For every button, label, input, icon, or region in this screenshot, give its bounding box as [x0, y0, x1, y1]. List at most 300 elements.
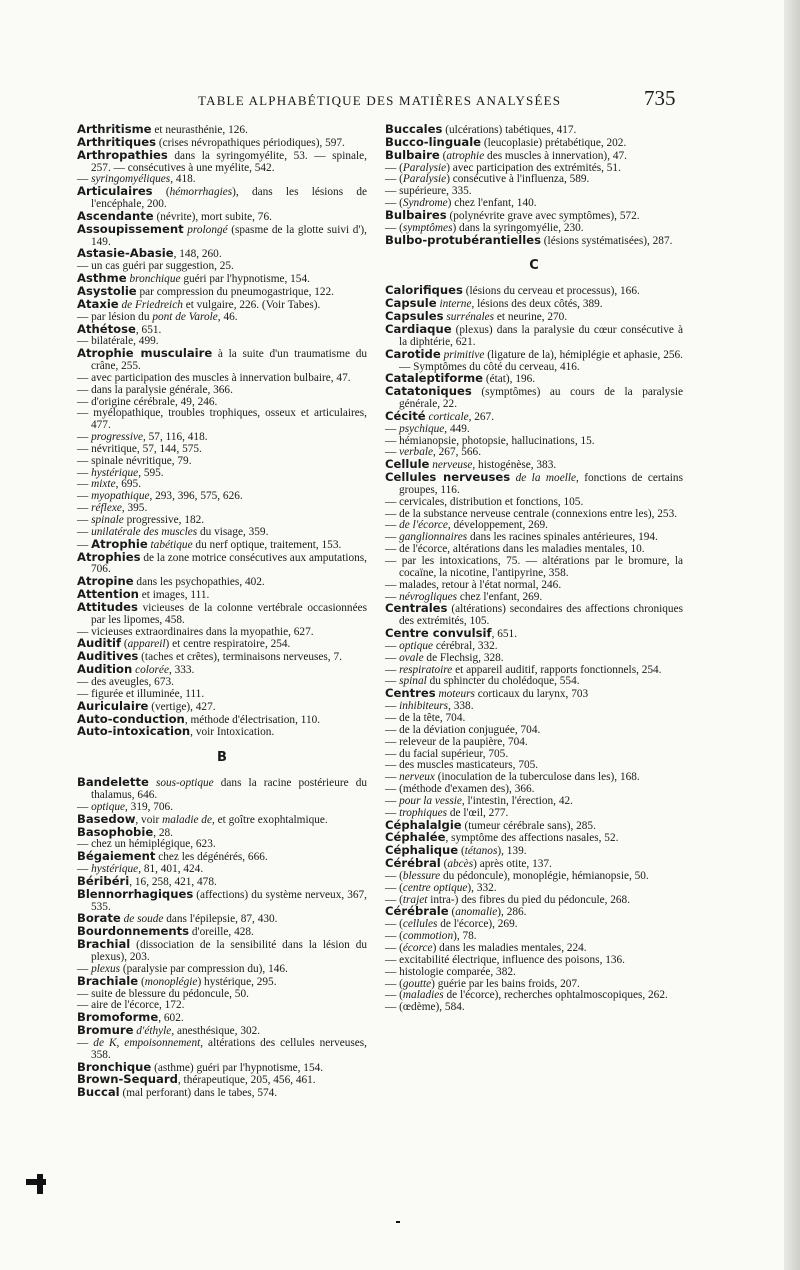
entry-text: —: [77, 514, 92, 526]
section-letter: C: [529, 258, 539, 274]
entry-text: , 267, 566.: [433, 446, 482, 459]
index-headword: Cardiaque: [385, 321, 452, 336]
entry-text: (: [440, 858, 448, 871]
entry-italic: blessure: [402, 869, 441, 882]
entry-text: — chez un hémiplégique, 623.: [77, 838, 216, 851]
entry-text: , 46.: [217, 310, 238, 323]
index-headword: Cellules nerveuses: [385, 470, 511, 485]
index-headword: Audition: [77, 662, 133, 677]
entry-italic: moteurs: [438, 688, 475, 701]
index-headword: Buccales: [385, 122, 443, 136]
index-headword: Atrophie: [91, 536, 148, 551]
entry-text: —: [385, 771, 400, 784]
entry-text: de Flechsig, 328.: [423, 651, 504, 664]
entry-text: , 338.: [448, 700, 474, 713]
entry-text: , 651.: [135, 323, 162, 336]
entry-text: — de l'écorce, altérations dans les maladies mentales, 10.: [385, 543, 645, 556]
entry-italic: primitive: [443, 348, 485, 361]
entry-italic: myopathique: [91, 490, 150, 503]
entry-italic: interne: [439, 298, 472, 311]
index-entry: [77, 549, 367, 577]
index-entry: [77, 886, 367, 914]
index-headword: Bourdonnements: [77, 924, 190, 939]
entry-text: , 81, 401, 424.: [138, 863, 204, 876]
entry-text: ) hystérique, 295.: [197, 975, 277, 988]
entry-text: —: [385, 639, 400, 652]
index-entry: [77, 348, 367, 373]
entry-text: , et goître exophtalmique.: [211, 813, 328, 826]
entry-italic: maladies: [402, 989, 444, 1002]
page-header: [0, 86, 800, 110]
index-entry: [385, 603, 683, 628]
index-headword: Centres: [385, 686, 436, 701]
index-column-right: [385, 124, 683, 1014]
entry-italic: ganglionnaires: [399, 531, 468, 544]
entry-text: , 319, 706.: [125, 800, 174, 813]
entry-italic: atrophie: [446, 149, 485, 162]
entry-italic: anomalie: [455, 906, 498, 919]
entry-text: et neurasthénie, 126.: [151, 124, 248, 136]
entry-text: (ligature de la), hémiplégie et aphasie, 256. — Symptômes du côté du cerveau, 416.: [399, 348, 684, 373]
index-entry: [385, 321, 683, 349]
entry-italic: hystérique: [91, 863, 139, 876]
index-entry: [385, 447, 683, 459]
entry-text: —: [385, 675, 400, 688]
entry-text: — (méthode d'examen des), 366.: [385, 783, 535, 796]
entry-text: — hémianopsie, photopsie, hallucinations, 15.: [385, 434, 595, 447]
entry-text: ), 332.: [467, 881, 497, 894]
entry-italic: hystérique: [91, 466, 139, 479]
entry-text: —: [77, 173, 92, 186]
entry-text: (symptômes) au cours de la paralysie générale, 22.: [399, 386, 683, 411]
entry-text: , développement, 269.: [447, 519, 548, 532]
entry-italic: de l'écorce: [399, 519, 448, 532]
index-headword: Cécité: [385, 408, 426, 423]
index-entry: [385, 232, 683, 248]
index-headword: Atrophie musculaire: [77, 346, 213, 361]
entry-text: (: [458, 845, 465, 858]
entry-text: (crises névropathiques périodiques), 597.: [156, 136, 345, 149]
entry-text: —: [385, 700, 400, 713]
index-headword: Bandelette: [77, 775, 149, 790]
entry-italic: optique: [91, 800, 126, 813]
entry-text: guéri par l'hypnotisme, 154.: [180, 273, 310, 286]
entry-text: — malades, retour à l'état normal, 246.: [385, 578, 562, 591]
entry-text: de l'écorce), recherches ophtalmoscopiques, 262.: [443, 989, 668, 1002]
index-headword: Auto-conduction: [77, 711, 185, 726]
entry-text: (: [121, 638, 128, 651]
entry-text: , 595.: [138, 466, 164, 479]
index-entry: [385, 346, 684, 374]
entry-text: , 267.: [468, 410, 495, 423]
index-headword: Borate: [77, 911, 121, 926]
entry-italic: spinale: [91, 514, 124, 526]
entry-italic: nerveux: [399, 771, 435, 784]
entry-text: (lésions du cerveau et processus), 166.: [462, 285, 640, 298]
entry-text: — (: [385, 893, 403, 906]
index-entry: [77, 1038, 367, 1062]
entry-text: —: [77, 538, 92, 551]
index-entry: [77, 939, 367, 964]
index-headword: Centre convulsif: [385, 626, 492, 641]
entry-text: — de la tête, 704.: [385, 711, 466, 724]
index-headword: Buccal: [77, 1085, 120, 1100]
index-headword: Articulaires: [77, 184, 153, 199]
entry-text: (plexus) dans la paralysie du cœur consécutive à la diphtérie, 621.: [399, 323, 683, 348]
entry-text: ) consécutive à l'influenza, 589.: [446, 173, 590, 186]
entry-text: (paralysie par compression du), 146.: [120, 962, 288, 975]
index-headword: Bucco-linguale: [385, 134, 482, 149]
entry-text: — (: [385, 942, 403, 954]
entry-text: — un cas guéri par suggestion, 25.: [77, 260, 234, 273]
ink-blot: [26, 1179, 46, 1185]
index-headword: Bégaiement: [77, 849, 156, 864]
entry-text: — (: [385, 930, 403, 943]
index-headword: Atrophies: [77, 549, 141, 564]
entry-text: — excitabilité électrique, influence des poisons, 136.: [385, 953, 625, 966]
entry-text: , 695.: [115, 478, 142, 491]
entry-text: progressive, 182.: [123, 514, 205, 526]
ink-speck: [396, 1221, 400, 1223]
entry-italic: surrénales: [446, 311, 495, 324]
index-headword: Astasie-Abasie: [77, 246, 174, 261]
index-entry: [77, 726, 367, 739]
entry-text: (taches et crêtes), terminaisons nerveuses, 7.: [138, 651, 342, 664]
entry-text: cérébral, 332.: [433, 639, 498, 652]
entry-text: — (: [385, 869, 403, 882]
entry-text: , altérations des cellules nerveuses, 358.: [91, 1036, 368, 1061]
entry-italic: appareil: [127, 638, 166, 651]
entry-text: — vicieuses extraordinaires dans la myopathie, 627.: [77, 625, 314, 638]
index-headword: Céphalée: [385, 830, 446, 845]
entry-text: intra-) des fibres du pied du pédoncule, 268.: [427, 893, 631, 906]
entry-text: par compression du pneumogastrique, 122.: [136, 285, 334, 298]
entry-text: (: [152, 186, 170, 199]
index-headword: Capsules: [385, 309, 444, 324]
entry-text: , thérapeutique, 205, 456, 461.: [177, 1074, 316, 1087]
index-headword: Céphalique: [385, 843, 459, 858]
entry-text: , 418.: [170, 173, 196, 186]
entry-text: — bilatérale, 499.: [77, 335, 159, 348]
entry-text: — cervicales, distribution et fonctions, 105.: [385, 495, 584, 508]
entry-text: de l'œil, 277.: [447, 806, 509, 819]
entry-text: (spasme de la glotte suivi d'), 149.: [91, 223, 367, 248]
entry-text: , 333.: [168, 664, 195, 677]
index-headword: Cataleptiforme: [385, 371, 484, 386]
entry-italic: tétanos: [464, 845, 498, 858]
entry-italic: de K, empoisonnement: [93, 1036, 201, 1049]
entry-italic: trajet: [402, 893, 428, 906]
index-entry: [77, 147, 367, 175]
entry-italic: goutte: [402, 977, 432, 990]
entry-text: , 293, 396, 575, 626.: [149, 490, 243, 503]
running-title: TABLE ALPHABÉTIQUE DES MATIÈRES ANALYSÉES: [198, 93, 562, 108]
index-entry: [77, 777, 367, 802]
entry-text: — de la substance nerveuse centrale (connexions entre les), 253.: [385, 507, 678, 520]
entry-italic: maladie de: [162, 813, 212, 826]
entry-italic: commotion: [402, 930, 454, 943]
entry-italic: abcès: [447, 858, 474, 871]
entry-italic: monoplégie: [144, 975, 198, 988]
index-entry: [77, 186, 367, 211]
entry-text: (vertige), 427.: [148, 700, 216, 713]
entry-italic: verbale: [399, 446, 433, 459]
entry-italic: réflexe: [91, 502, 122, 515]
entry-text: à la suite d'un traumatisme du crâne, 255.: [91, 348, 367, 373]
entry-text: ), 78.: [453, 930, 477, 943]
entry-text: , histogénèse, 383.: [472, 459, 557, 472]
entry-italic: Paralysie: [402, 173, 447, 186]
index-headword: Cérébral: [385, 856, 441, 871]
index-headword: Brachial: [77, 937, 131, 952]
entry-text: , 57, 116, 418.: [143, 431, 208, 444]
entry-italic: psychique: [399, 422, 445, 435]
entry-text: chez l'enfant, 269.: [457, 590, 543, 603]
index-headword: Carotide: [385, 346, 441, 361]
index-headword: Blennorrhagiques: [77, 886, 194, 901]
entry-text: , fonctions de certains groupes, 116.: [399, 472, 683, 496]
entry-text: dans les racines spinales antérieures, 194.: [467, 531, 658, 544]
page-number: 735: [644, 86, 676, 110]
entry-text: — spinale névritique, 79.: [77, 454, 192, 467]
index-headword: Béribéri: [77, 873, 130, 888]
entry-italic: de soude: [123, 913, 164, 926]
entry-italic: centre optique: [402, 881, 468, 894]
ink-blot: [37, 1174, 43, 1194]
entry-italic: symptômes: [402, 221, 453, 234]
entry-italic: cellules: [402, 918, 438, 931]
entry-text: du visage, 359.: [197, 525, 269, 538]
entry-text: (état), 196.: [483, 373, 536, 386]
entry-text: (névrite), mort subite, 76.: [153, 210, 272, 223]
entry-text: (leucoplasie) prétabétique, 202.: [481, 136, 627, 149]
index-headword: Catatoniques: [385, 384, 472, 399]
index-headword: Cérébrale: [385, 904, 449, 919]
entry-text: — par lésion du: [77, 310, 153, 323]
entry-text: dans la racine postérieure du thalamus, 646.: [91, 777, 367, 802]
entry-italic: prolongé: [187, 223, 228, 236]
entry-text: , symptôme des affections nasales, 52.: [445, 832, 619, 845]
entry-text: dans l'épilepsie, 87, 430.: [163, 913, 278, 926]
entry-text: — (: [385, 918, 403, 931]
index-entry: [77, 283, 367, 299]
entry-text: et neurine, 270.: [494, 311, 568, 324]
entry-text: —: [77, 431, 92, 444]
entry-text: — névritique, 57, 144, 575.: [77, 442, 202, 455]
index-headword: Athétose: [77, 321, 136, 336]
entry-italic: névrogliques: [399, 590, 458, 603]
entry-text: — (: [385, 197, 403, 210]
page-edge-shadow: [784, 0, 800, 1270]
entry-italic: pont de Varole: [152, 310, 218, 323]
entry-text: — (: [385, 881, 403, 894]
index-headword: Capsule: [385, 296, 437, 311]
entry-text: ) dans la syringomyélie, 230.: [452, 221, 584, 234]
entry-text: —: [77, 502, 92, 515]
entry-text: —: [385, 519, 400, 532]
entry-text: ), 286.: [497, 906, 527, 919]
entry-text: , l'intestin, l'érection, 42.: [461, 794, 573, 807]
index-headword: Arthritiques: [77, 134, 157, 149]
entry-text: (: [439, 149, 447, 162]
entry-text: —: [385, 663, 400, 676]
index-entry: [77, 599, 367, 627]
entry-text: —: [385, 590, 400, 603]
entry-italic: optique: [399, 639, 434, 652]
entry-text: —: [77, 962, 92, 975]
entry-italic: de la moelle: [515, 472, 577, 485]
entry-italic: respiratoire: [399, 663, 453, 676]
entry-text: —: [77, 863, 92, 876]
index-headword: Bulbaires: [385, 207, 447, 222]
index-headword: Asystolie: [77, 283, 137, 298]
entry-text: du nerf optique, traitement, 153.: [192, 538, 342, 551]
entry-text: , 449.: [444, 422, 470, 435]
entry-italic: de Friedreich: [121, 298, 183, 311]
index-headword: Auditif: [77, 636, 122, 651]
entry-text: du pédoncule), monoplégie, hémianopsie, 50.: [440, 869, 649, 882]
entry-text: —: [385, 794, 400, 807]
index-entry: [77, 408, 367, 432]
index-headword: Brown-Sequard: [77, 1072, 178, 1087]
entry-text: ) et centre respiratoire, 254.: [165, 638, 291, 651]
entry-text: (tumeur cérébrale sans), 285.: [461, 819, 596, 832]
entry-text: d'oreille, 428.: [189, 926, 254, 939]
entry-text: —: [385, 446, 400, 459]
entry-text: ) chez l'enfant, 140.: [447, 197, 537, 210]
entry-text: du sphincter du cholédoque, 554.: [426, 675, 580, 688]
entry-text: , 602.: [158, 1012, 184, 1025]
entry-italic: progressive: [91, 431, 143, 444]
entry-text: — histologie comparée, 382.: [385, 965, 516, 978]
entry-text: , méthode d'électrisation, 110.: [184, 713, 321, 726]
index-entry: [77, 221, 367, 249]
index-headword: Bulbaire: [385, 147, 440, 162]
entry-text: , 28.: [153, 826, 173, 839]
entry-italic: trophiques: [399, 806, 448, 819]
entry-text: — aire de l'écorce, 172.: [77, 999, 185, 1012]
entry-text: , 148, 260.: [173, 248, 222, 261]
entry-text: —: [385, 806, 400, 819]
entry-text: —: [385, 531, 400, 544]
entry-italic: d'éthyle: [136, 1025, 172, 1038]
index-headword: Auto-intoxication: [77, 724, 191, 739]
index-headword: Basedow: [77, 811, 136, 826]
entry-text: — (: [385, 161, 403, 174]
index-headword: Calorifiques: [385, 283, 463, 298]
entry-text: ) guérie par les bains froids, 207.: [431, 977, 580, 990]
index-headword: Auditives: [77, 649, 139, 664]
index-headword: Bulbo-protubérantielles: [385, 232, 541, 247]
entry-text: — d'origine cérébrale, 49, 246.: [77, 395, 218, 408]
entry-italic: Paralysie: [402, 161, 447, 174]
entry-italic: mixte: [91, 478, 116, 491]
index-headword: Basophobie: [77, 824, 154, 839]
entry-italic: Syndrome: [402, 197, 448, 210]
entry-text: , 395.: [121, 502, 148, 515]
index-entry: [385, 386, 683, 411]
entry-italic: ovale: [399, 651, 424, 664]
entry-text: (: [138, 975, 145, 988]
entry-text: — releveur de la paupière, 704.: [385, 735, 528, 748]
entry-italic: pour la vessie: [399, 794, 462, 807]
index-headword: Arthritisme: [77, 122, 152, 136]
entry-text: de la zone motrice consécutives aux amputations, 706.: [91, 551, 367, 576]
entry-text: — myélopathique, troubles trophiques, osseux et articulaires, 477.: [77, 407, 367, 432]
index-headword: Asthme: [77, 271, 127, 286]
index-headword: Bronchique: [77, 1059, 152, 1074]
entry-text: [149, 777, 156, 789]
entry-text: —: [77, 525, 92, 538]
entry-text: —: [385, 422, 400, 435]
entry-text: — avec participation des muscles à innervation bulbaire, 47.: [77, 371, 351, 384]
entry-text: — des muscles masticateurs, 705.: [385, 759, 539, 772]
index-entry: [385, 1002, 683, 1014]
entry-text: — des aveugles, 673.: [77, 675, 174, 688]
index-headword: Auriculaire: [77, 698, 149, 713]
entry-text: ), dans les lésions de l'encéphale, 200.: [91, 186, 367, 211]
entry-text: de l'écorce), 269.: [437, 918, 518, 931]
entry-italic: corticale: [428, 410, 469, 423]
index-entry: [385, 556, 683, 580]
index-headword: Assoupissement: [77, 221, 184, 236]
entry-italic: sous-optique: [155, 777, 214, 790]
entry-text: — figurée et illuminée, 111.: [77, 687, 205, 700]
entry-text: — supérieure, 335.: [385, 185, 472, 198]
entry-text: —: [77, 478, 92, 491]
entry-text: ) avec participation des extrémités, 51.: [446, 161, 621, 174]
index-column-left: [77, 124, 367, 1100]
entry-italic: plexus: [91, 962, 120, 975]
entry-text: — du facial supérieur, 705.: [385, 747, 509, 760]
entry-text: (polynévrite grave avec symptômes), 572.: [446, 209, 640, 222]
entry-italic: colorée: [135, 664, 169, 677]
entry-text: des muscles à innervation), 47.: [484, 149, 627, 162]
entry-text: , anesthésique, 302.: [171, 1025, 261, 1038]
entry-text: , 651.: [491, 628, 518, 641]
entry-italic: unilatérale des muscles: [91, 525, 198, 538]
entry-text: —: [77, 1036, 94, 1049]
entry-text: — par les intoxications, 75. — altérations par le bromure, la cocaïne, la nicotine, l'antipyrine, 358.: [385, 555, 683, 579]
index-entry: [77, 1087, 367, 1100]
index-headword: Centrales: [385, 601, 448, 616]
entry-text: dans la syringomyélite, 53. — spinale, 257. — consécutives à une myélite, 542.: [91, 149, 367, 174]
entry-text: — (œdème), 584.: [385, 1001, 465, 1014]
entry-text: (ulcérations) tabétiques, 417.: [442, 124, 577, 136]
index-headword: Bromure: [77, 1023, 134, 1038]
entry-text: , lésions des deux côtés, 389.: [471, 298, 603, 311]
entry-text: — (: [385, 173, 403, 186]
index-headword: Attitudes: [77, 599, 138, 614]
entry-italic: écorce: [402, 942, 433, 954]
entry-text: , 16, 258, 421, 478.: [129, 875, 217, 888]
index-headword: Céphalalgie: [385, 817, 462, 832]
index-headword: Attention: [77, 587, 139, 602]
index-headword: Atropine: [77, 574, 134, 589]
index-entry: [77, 1074, 367, 1087]
entry-text: et vulgaire, 226. (Voir Tabes).: [182, 298, 321, 311]
entry-italic: syringomyéliques: [91, 173, 171, 186]
entry-text: — (: [385, 977, 403, 990]
entry-text: vicieuses de la colonne vertébrale occasionnées par les lipomes, 458.: [91, 601, 367, 626]
entry-text: , voir: [135, 813, 163, 826]
index-headword: Ascendante: [77, 208, 154, 223]
entry-italic: hémorrhagies: [169, 186, 233, 199]
entry-text: —: [77, 490, 92, 503]
entry-text: —: [77, 800, 92, 813]
index-headword: Ataxie: [77, 296, 119, 311]
entry-italic: tabétique: [147, 538, 193, 551]
